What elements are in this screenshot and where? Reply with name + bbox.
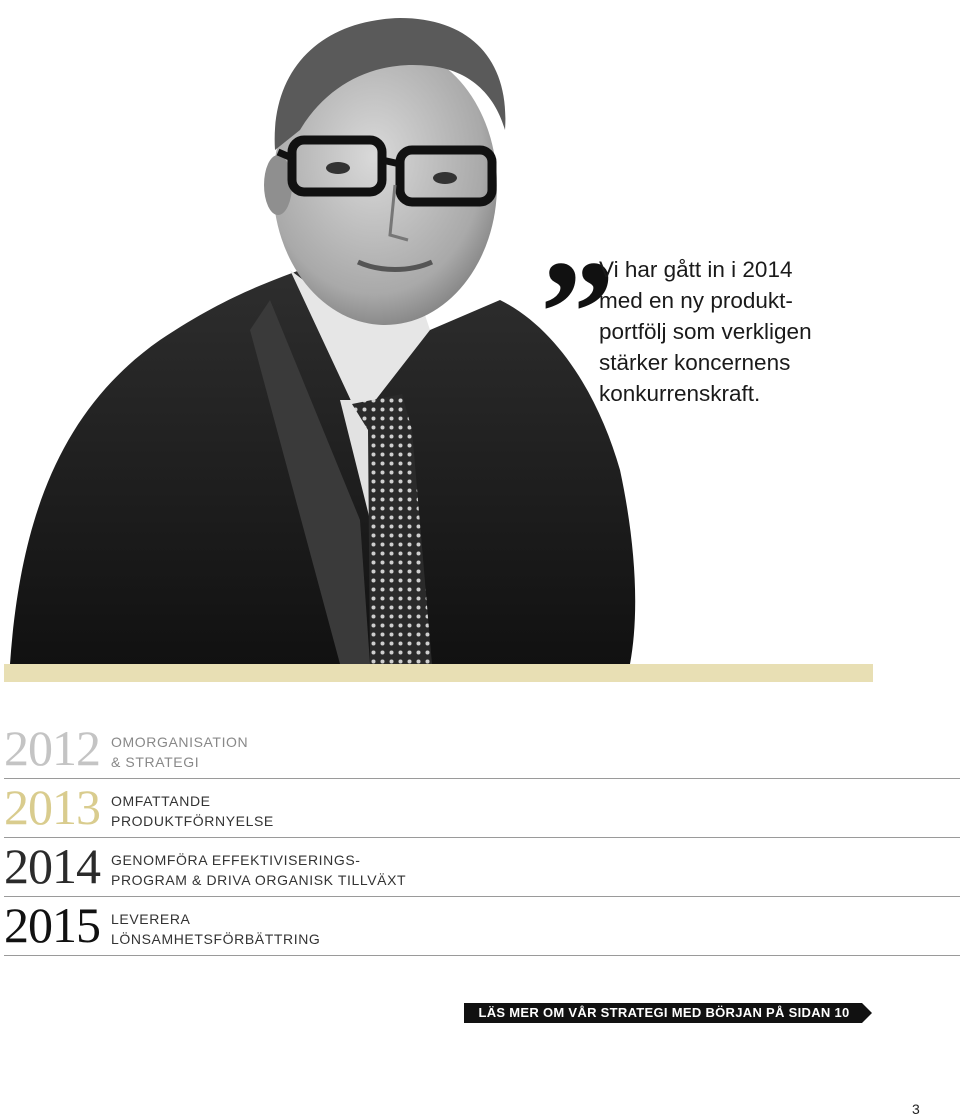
timeline-line: LÖNSAMHETSFÖRBÄTTRING (111, 931, 321, 947)
quote-line: med en ny produkt- (599, 288, 793, 313)
timeline-description (111, 791, 274, 831)
timeline-description (111, 850, 406, 890)
timeline-line: PROGRAM & DRIVA ORGANISK TILLVÄXT (111, 872, 407, 888)
timeline-year: 2015 (4, 897, 100, 953)
timeline-description (111, 732, 248, 772)
quote-line: konkurrenskraft. (599, 381, 761, 406)
quote-line: portfölj som verkligen (599, 319, 812, 344)
read-more-label: LÄS MER OM VÅR STRATEGI MED BÖRJAN PÅ SIDAN 10 (478, 1005, 850, 1020)
timeline-row-2012 (4, 720, 960, 779)
timeline-line: LEVERERA (111, 911, 191, 927)
quote-line: stärker koncernens (599, 350, 791, 375)
timeline-description (111, 909, 320, 949)
quote-mark-icon: ” (540, 230, 601, 396)
pull-quote (599, 254, 939, 409)
timeline-year: 2013 (4, 779, 100, 835)
timeline-line: OMORGANISATION (111, 734, 249, 750)
timeline-row-2015 (4, 897, 960, 956)
quote-line: Vi har gått in i 2014 (599, 257, 793, 282)
accent-bar (4, 664, 873, 682)
timeline-line: GENOMFÖRA EFFEKTIVISERINGS- (111, 852, 361, 868)
timeline-line: OMFATTANDE (111, 793, 211, 809)
timeline-line: PRODUKTFÖRNYELSE (111, 813, 274, 829)
page-number: 3 (912, 1101, 920, 1117)
timeline-year: 2014 (4, 838, 100, 894)
timeline-row-2014 (4, 838, 960, 897)
strategy-timeline (4, 720, 960, 956)
timeline-row-2013 (4, 779, 960, 838)
timeline-year: 2012 (4, 720, 100, 776)
timeline-line: & STRATEGI (111, 754, 200, 770)
read-more-banner[interactable] (464, 1003, 872, 1023)
